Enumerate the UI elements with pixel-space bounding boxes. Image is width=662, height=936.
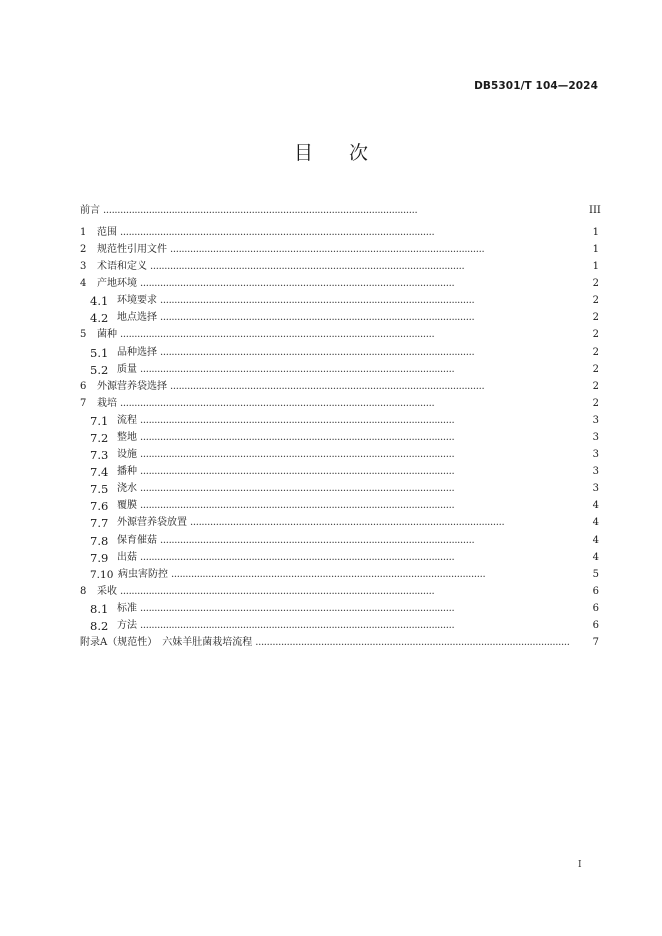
toc-leader-dots	[140, 364, 585, 376]
toc-entry-title: 流程	[117, 414, 137, 426]
toc-entry[interactable]	[80, 444, 599, 461]
toc-leader-dots	[140, 449, 585, 461]
toc-entry-number: 7.5	[90, 482, 109, 497]
toc-entry-title: 覆膜	[117, 500, 137, 512]
toc-leader-dots	[160, 347, 585, 359]
toc-entry-page: 4	[592, 517, 599, 529]
toc-entry-page: 4	[592, 500, 599, 512]
toc-leader-dots	[150, 261, 585, 273]
toc-entry-title: 设施	[117, 449, 137, 461]
toc-entry[interactable]	[80, 393, 599, 410]
toc-entry-label	[80, 261, 147, 273]
toc-entry-page: 6	[592, 585, 599, 597]
toc-leader-dots	[120, 329, 585, 341]
toc-entry-page: 2	[592, 295, 599, 307]
toc-entry-label	[80, 603, 137, 615]
toc-entry-label	[80, 381, 167, 393]
toc-entry[interactable]	[80, 581, 599, 598]
toc-entry-title: 栽培	[97, 397, 117, 409]
toc-entry[interactable]	[80, 615, 599, 632]
toc-entry-title: 保育催菇	[117, 534, 157, 546]
toc-entry-title: 采收	[97, 585, 117, 597]
toc-entry-page: 3	[592, 449, 599, 461]
toc-entry-number: 7.6	[90, 499, 109, 514]
toc-entry-number: 6	[80, 380, 87, 392]
toc-leader-dots	[160, 312, 585, 324]
page-title	[0, 138, 662, 165]
toc-entry-label	[80, 415, 137, 427]
toc-entry-page: 6	[592, 602, 599, 614]
toc-entry-label	[80, 364, 137, 376]
toc-entry-label	[80, 620, 137, 632]
toc-entry-label	[80, 637, 252, 649]
toc-leader-dots	[140, 603, 585, 615]
toc-entry-title: 整地	[117, 432, 137, 443]
toc-entry-number: 4.1	[90, 294, 109, 309]
toc-entry-number: 7.3	[90, 448, 109, 463]
toc-leader-dots	[255, 637, 585, 649]
toc-entry-page: 1	[592, 261, 599, 273]
toc-entry-title: 范围	[97, 226, 117, 238]
toc-entry[interactable]	[80, 564, 599, 581]
title-char-1: 目	[293, 142, 313, 164]
toc-entry-title: 外源营养袋选择	[97, 380, 167, 392]
toc-entry-page: 7	[592, 637, 599, 649]
toc-leader-dots	[140, 620, 585, 632]
toc-entry-page: 6	[592, 620, 599, 632]
toc-leader-dots	[120, 398, 585, 410]
toc-entry-number: 7.1	[90, 413, 109, 428]
toc-entry[interactable]	[80, 547, 599, 564]
toc-entry-label	[80, 517, 187, 529]
toc-entry-number: 2	[80, 243, 87, 255]
toc-leader-dots	[120, 227, 585, 239]
toc-entry-label	[80, 227, 117, 239]
toc-entry[interactable]	[80, 359, 599, 376]
toc-entry-page: 2	[592, 397, 599, 409]
toc-entry-number: 5.2	[90, 362, 109, 377]
toc-entry-title: 产地环境	[97, 278, 137, 290]
title-char-2: 次	[349, 142, 369, 164]
toc-entry-number: 5.1	[90, 345, 109, 360]
toc-entry-page: 5	[592, 568, 599, 580]
toc-entry-label	[80, 535, 157, 547]
toc-leader-dots	[160, 535, 585, 547]
toc-entry-page: 2	[592, 278, 599, 290]
toc-entry[interactable]	[80, 495, 599, 512]
toc-entry-title: 质量	[117, 363, 137, 375]
toc-leader-dots	[140, 500, 585, 512]
toc-entry-number: 7.10	[90, 568, 114, 581]
toc-entry-title: 环境要求	[117, 295, 157, 307]
toc-entry-title: 附录A（规范性） 六妹羊肚菌栽培流程	[80, 637, 253, 649]
toc-entry[interactable]	[80, 410, 599, 427]
toc-entry-label	[80, 295, 157, 307]
table-of-contents	[80, 200, 599, 649]
toc-entry-page: 2	[592, 329, 599, 341]
toc-entry-page: 3	[592, 414, 599, 426]
toc-entry-label	[80, 398, 117, 410]
toc-entry-label	[80, 329, 117, 341]
toc-entry-title: 规范性引用文件	[97, 243, 167, 255]
toc-entry-page: 2	[592, 346, 599, 358]
toc-entry[interactable]	[80, 290, 599, 307]
toc-entry-label	[80, 569, 168, 581]
toc-entry[interactable]	[80, 256, 599, 273]
toc-entry-label	[80, 483, 137, 495]
toc-entry[interactable]	[80, 478, 599, 495]
toc-entry[interactable]	[80, 307, 599, 324]
toc-entry[interactable]	[80, 632, 599, 649]
toc-entry[interactable]	[80, 512, 599, 529]
toc-leader-dots	[140, 278, 585, 290]
toc-entry-page: 4	[592, 534, 599, 546]
toc-entry-page: III	[589, 205, 601, 217]
toc-entry-page: 2	[592, 312, 599, 324]
toc-leader-dots	[140, 466, 585, 478]
toc-entry-title: 病虫害防控	[118, 568, 168, 580]
toc-entry[interactable]	[80, 376, 599, 393]
toc-leader-dots	[103, 205, 585, 217]
toc-entry-page: 1	[592, 243, 599, 255]
toc-entry-label	[80, 449, 137, 461]
toc-entry-number: 5	[80, 329, 87, 341]
toc-leader-dots	[120, 586, 585, 598]
toc-entry-title: 浇水	[117, 483, 137, 495]
toc-entry-title: 方法	[117, 620, 137, 632]
toc-entry-number: 7.9	[90, 550, 109, 565]
toc-leader-dots	[170, 244, 585, 256]
toc-entry-number: 4	[80, 278, 87, 290]
toc-leader-dots	[140, 552, 585, 564]
toc-entry-page: 3	[592, 483, 599, 495]
toc-entry-number: 4.2	[90, 311, 109, 326]
toc-entry[interactable]	[80, 427, 599, 444]
toc-entry-title: 地点选择	[117, 312, 157, 324]
toc-entry-title: 标准	[117, 602, 137, 614]
toc-leader-dots	[171, 569, 585, 581]
toc-entry-number: 7.8	[90, 533, 109, 548]
toc-entry-label	[80, 278, 137, 290]
toc-entry-number: 1	[80, 226, 87, 238]
toc-entry-title: 播种	[117, 466, 137, 478]
toc-entry-label	[80, 432, 137, 444]
toc-entry-number: 8.2	[90, 619, 109, 634]
toc-entry-page: 1	[592, 226, 599, 238]
toc-entry-title: 菌种	[97, 329, 117, 341]
toc-entry[interactable]	[80, 341, 599, 358]
toc-entry-label	[80, 466, 137, 478]
toc-entry-number: 7	[80, 397, 87, 409]
toc-entry[interactable]	[80, 461, 599, 478]
toc-leader-dots	[160, 295, 585, 307]
toc-entry-label	[80, 586, 117, 598]
toc-entry-page: 2	[592, 380, 599, 392]
toc-entry-page: 3	[592, 432, 599, 443]
toc-entry-label	[80, 347, 157, 359]
toc-entry-page: 3	[592, 466, 599, 478]
toc-entry-label	[80, 552, 137, 564]
toc-leader-dots	[170, 381, 585, 393]
document-code: DB5301/T 104—2024	[474, 80, 598, 92]
toc-entry-number: 8.1	[90, 601, 109, 616]
toc-leader-dots	[140, 415, 585, 427]
page-number: I	[578, 860, 582, 870]
toc-entry-number: 3	[80, 261, 87, 273]
toc-entry-label	[80, 312, 157, 324]
toc-entry-number: 8	[80, 585, 87, 597]
toc-entry[interactable]	[80, 222, 599, 239]
toc-leader-dots	[190, 517, 585, 529]
toc-entry-title: 前言	[80, 205, 100, 217]
toc-leader-dots	[140, 483, 585, 495]
toc-entry-title: 术语和定义	[97, 261, 147, 273]
toc-entry[interactable]	[80, 273, 599, 290]
toc-entry-title: 外源营养袋放置	[117, 517, 187, 529]
toc-entry-label	[80, 205, 100, 217]
toc-entry[interactable]	[80, 324, 599, 341]
toc-entry-page: 2	[592, 363, 599, 375]
toc-entry[interactable]	[80, 239, 599, 256]
toc-entry[interactable]	[80, 529, 599, 546]
toc-entry-title: 品种选择	[117, 346, 157, 358]
toc-entry[interactable]	[80, 200, 599, 217]
toc-entry-number: 7.7	[90, 516, 109, 531]
toc-entry-label	[80, 500, 137, 512]
toc-entry[interactable]	[80, 598, 599, 615]
toc-entry-number: 7.4	[90, 465, 109, 480]
toc-entry-page: 4	[592, 551, 599, 563]
toc-entry-title: 出菇	[117, 551, 137, 563]
toc-leader-dots	[140, 432, 585, 444]
toc-entry-label	[80, 244, 167, 256]
toc-entry-number: 7.2	[90, 431, 109, 445]
